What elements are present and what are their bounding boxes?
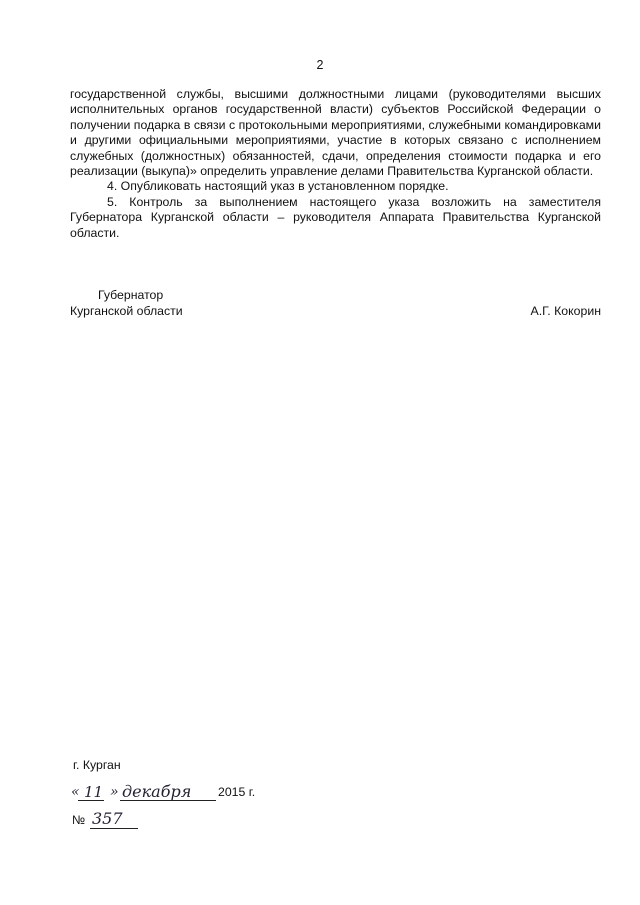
signer-title-line2: Курганской области <box>70 304 183 318</box>
signer-title-line1: Губернатор <box>98 288 164 302</box>
close-quote: » <box>110 784 119 800</box>
number-line <box>70 808 220 832</box>
date-year: 2015 г. <box>218 785 256 799</box>
date-day-handwritten: 11 <box>84 783 104 801</box>
open-quote: « <box>71 784 80 800</box>
month-underline <box>120 800 216 801</box>
item-4: 4. Опубликовать настоящий указ в установленном порядке. <box>107 179 449 194</box>
city-label: г. Курган <box>73 758 121 772</box>
page-number: 2 <box>316 58 324 72</box>
number-underline <box>90 828 138 829</box>
date-month-handwritten: декабря <box>122 782 192 801</box>
day-underline <box>78 800 104 801</box>
document-number-handwritten: 357 <box>92 809 123 828</box>
document-footer <box>70 758 330 838</box>
date-line <box>70 782 330 804</box>
signer-name: А.Г. Кокорин <box>530 304 601 318</box>
item-5: 5. Контроль за выполнением настоящего указа возложить на заместителя Губернатора Курганской области – руководителя Аппарата Правительства Курганской области. <box>70 194 601 240</box>
document-body <box>70 87 601 241</box>
paragraph-continuation: государственной службы, высшими должностными лицами (руководителями высших исполнительных органов государственной власти) субъектов Российской Федерации о получении подарка в связи с протокольными мероприятиями, служебными командировками и другими официальными мероприятиями, участие в которых связано с исполнением служебных (должностных) обязанностей, сдачи, определения стоимости подарка и его реализации (выкупа)» определить управление делами Правительства Курганской области. <box>70 87 601 179</box>
number-prefix: № <box>72 813 86 827</box>
